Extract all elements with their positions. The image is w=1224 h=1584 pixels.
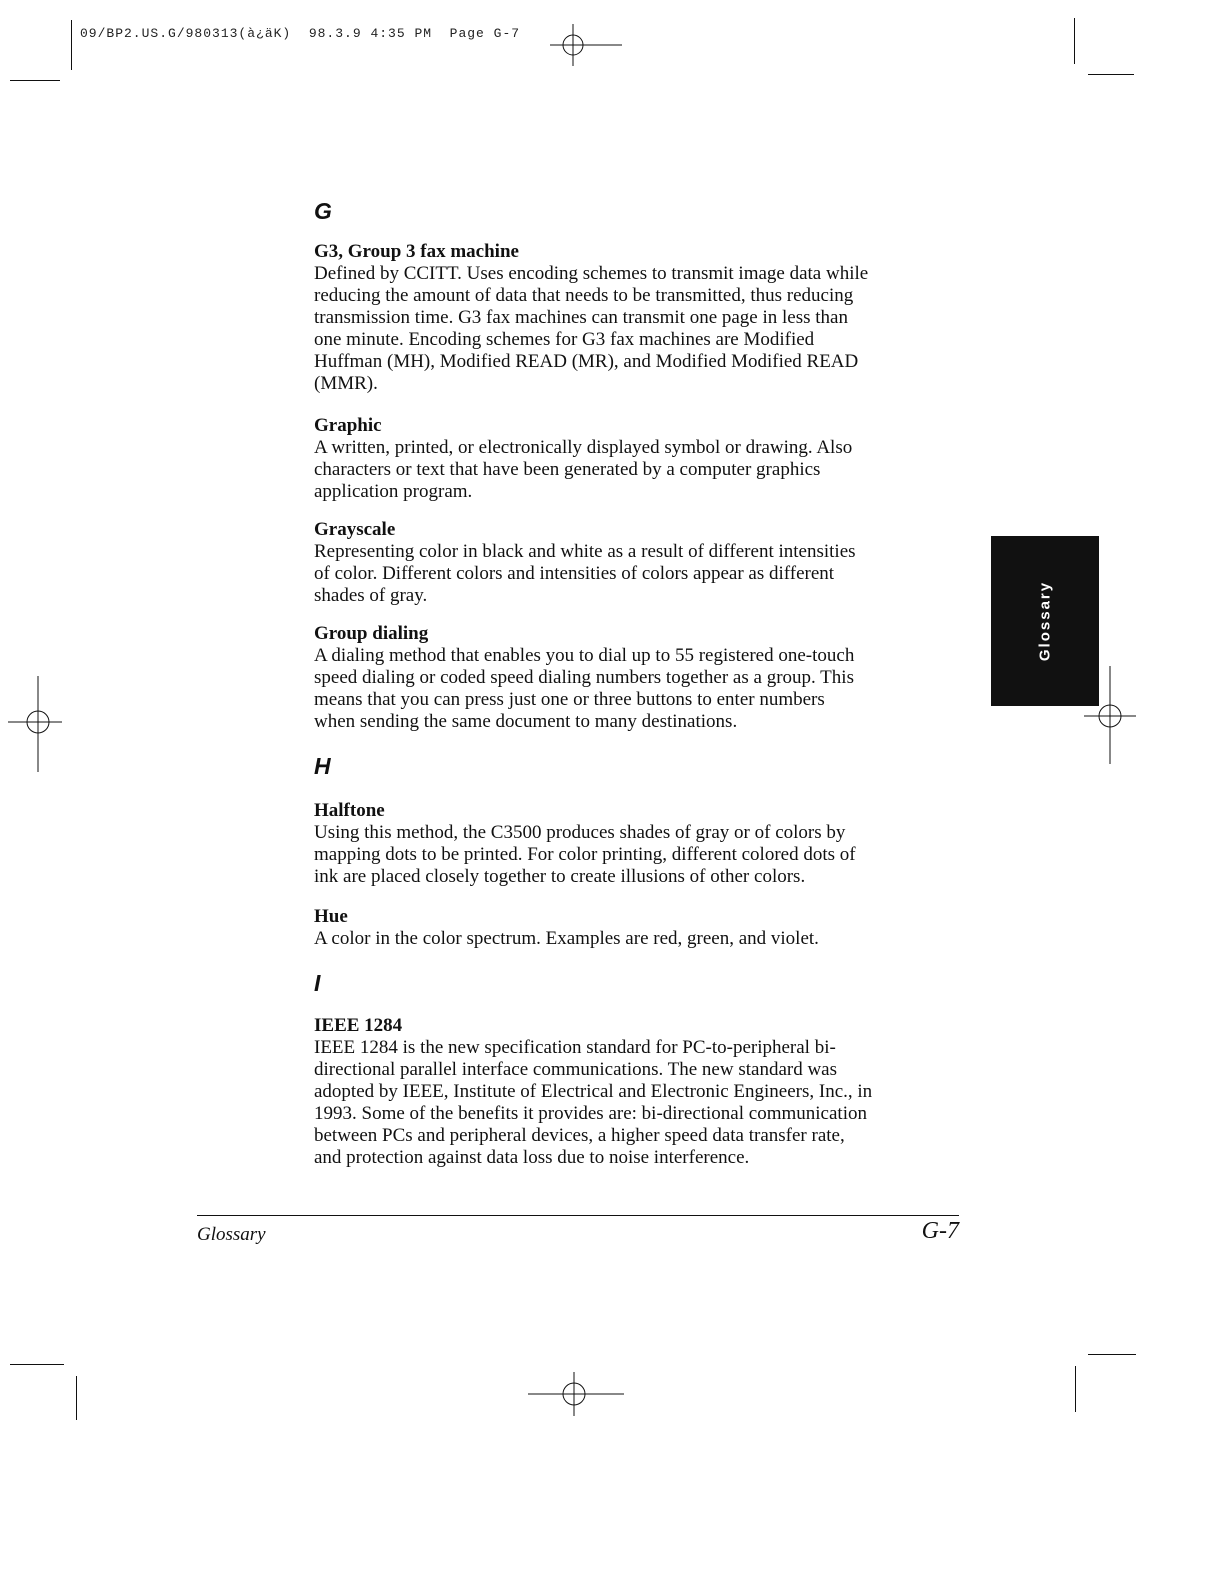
registration-mark-bottom	[524, 1370, 628, 1418]
definition-line: one minute. Encoding schemes for G3 fax machines are Modified	[314, 329, 815, 350]
definition-line: reducing the amount of data that needs to be transmitted, thus reducing	[314, 285, 854, 306]
definition-line: 1993. Some of the benefits it provides are: bi-directional communication	[314, 1103, 867, 1124]
entry-term: Group dialing	[314, 623, 429, 644]
entry-term: Grayscale	[314, 519, 396, 540]
registration-mark-left	[8, 676, 68, 772]
entry-term: Halftone	[314, 800, 385, 821]
glossary-entry-graphic	[314, 415, 964, 503]
section-letter-h: H	[314, 753, 331, 779]
glossary-entry-ieee-1284	[314, 1015, 964, 1169]
footer-rule	[197, 1215, 959, 1216]
glossary-entry-group-dialing	[314, 623, 964, 733]
definition-line: A color in the color spectrum. Examples are red, green, and violet.	[314, 928, 819, 949]
entry-definition	[314, 928, 964, 950]
definition-line: mapping dots to be printed. For color printing, different colored dots of	[314, 844, 856, 865]
definition-line: between PCs and peripheral devices, a higher speed data transfer rate,	[314, 1125, 845, 1146]
entry-definition	[314, 541, 964, 607]
definition-line: when sending the same document to many destinations.	[314, 711, 738, 732]
definition-line: application program.	[314, 481, 473, 502]
definition-line: Representing color in black and white as a result of different intensities	[314, 541, 856, 562]
definition-line: and protection against data loss due to noise interference.	[314, 1147, 750, 1168]
definition-line: characters or text that have been generated by a computer graphics	[314, 459, 821, 480]
definition-line: (MMR).	[314, 373, 378, 394]
definition-line: directional parallel interface communications. The new standard was	[314, 1059, 838, 1080]
definition-line: of color. Different colors and intensities of colors appear as different	[314, 563, 835, 584]
definition-line: adopted by IEEE, Institute of Electrical and Electronic Engineers, Inc., in	[314, 1081, 873, 1102]
entry-term: Hue	[314, 906, 348, 927]
definition-line: Using this method, the C3500 produces shades of gray or of colors by	[314, 822, 846, 843]
entry-term: Graphic	[314, 415, 382, 436]
glossary-entry-grayscale	[314, 519, 964, 607]
definition-line: IEEE 1284 is the new specification standard for PC-to-peripheral bi-	[314, 1037, 836, 1058]
glossary-side-tab	[991, 536, 1099, 706]
print-slug: 09/BP2.US.G/980313(à¿äK) 98.3.9 4:35 PM Page G-7	[80, 26, 521, 41]
section-letter-i: I	[314, 970, 321, 996]
definition-line: means that you can press just one or three buttons to enter numbers	[314, 689, 825, 710]
glossary-entry-hue	[314, 906, 964, 950]
registration-mark-top	[540, 20, 630, 70]
entry-term: G3, Group 3 fax machine	[314, 241, 519, 262]
definition-line: Huffman (MH), Modified READ (MR), and Modified Modified READ	[314, 351, 859, 372]
entry-term: IEEE 1284	[314, 1015, 403, 1036]
definition-line: A written, printed, or electronically displayed symbol or drawing. Also	[314, 437, 853, 458]
footer-page-number: G-7	[921, 1218, 959, 1244]
definition-line: A dialing method that enables you to dial up to 55 registered one-touch	[314, 645, 855, 666]
footer-section-name: Glossary	[197, 1224, 266, 1245]
definition-line: speed dialing or coded speed dialing numbers together as a group. This	[314, 667, 854, 688]
side-tab-label: Glossary	[1036, 580, 1054, 662]
entry-definition	[314, 645, 964, 733]
entry-definition	[314, 263, 964, 395]
definition-line: ink are placed closely together to create illusions of other colors.	[314, 866, 806, 887]
glossary-content	[314, 198, 964, 1169]
definition-line: Defined by CCITT. Uses encoding schemes to transmit image data while	[314, 263, 869, 284]
definition-line: shades of gray.	[314, 585, 428, 606]
glossary-entry-g3	[314, 241, 964, 395]
entry-definition	[314, 1037, 964, 1169]
entry-definition	[314, 437, 964, 503]
glossary-entry-halftone	[314, 800, 964, 888]
entry-definition	[314, 822, 964, 888]
section-letter-g: G	[314, 198, 332, 224]
definition-line: transmission time. G3 fax machines can transmit one page in less than	[314, 307, 848, 328]
